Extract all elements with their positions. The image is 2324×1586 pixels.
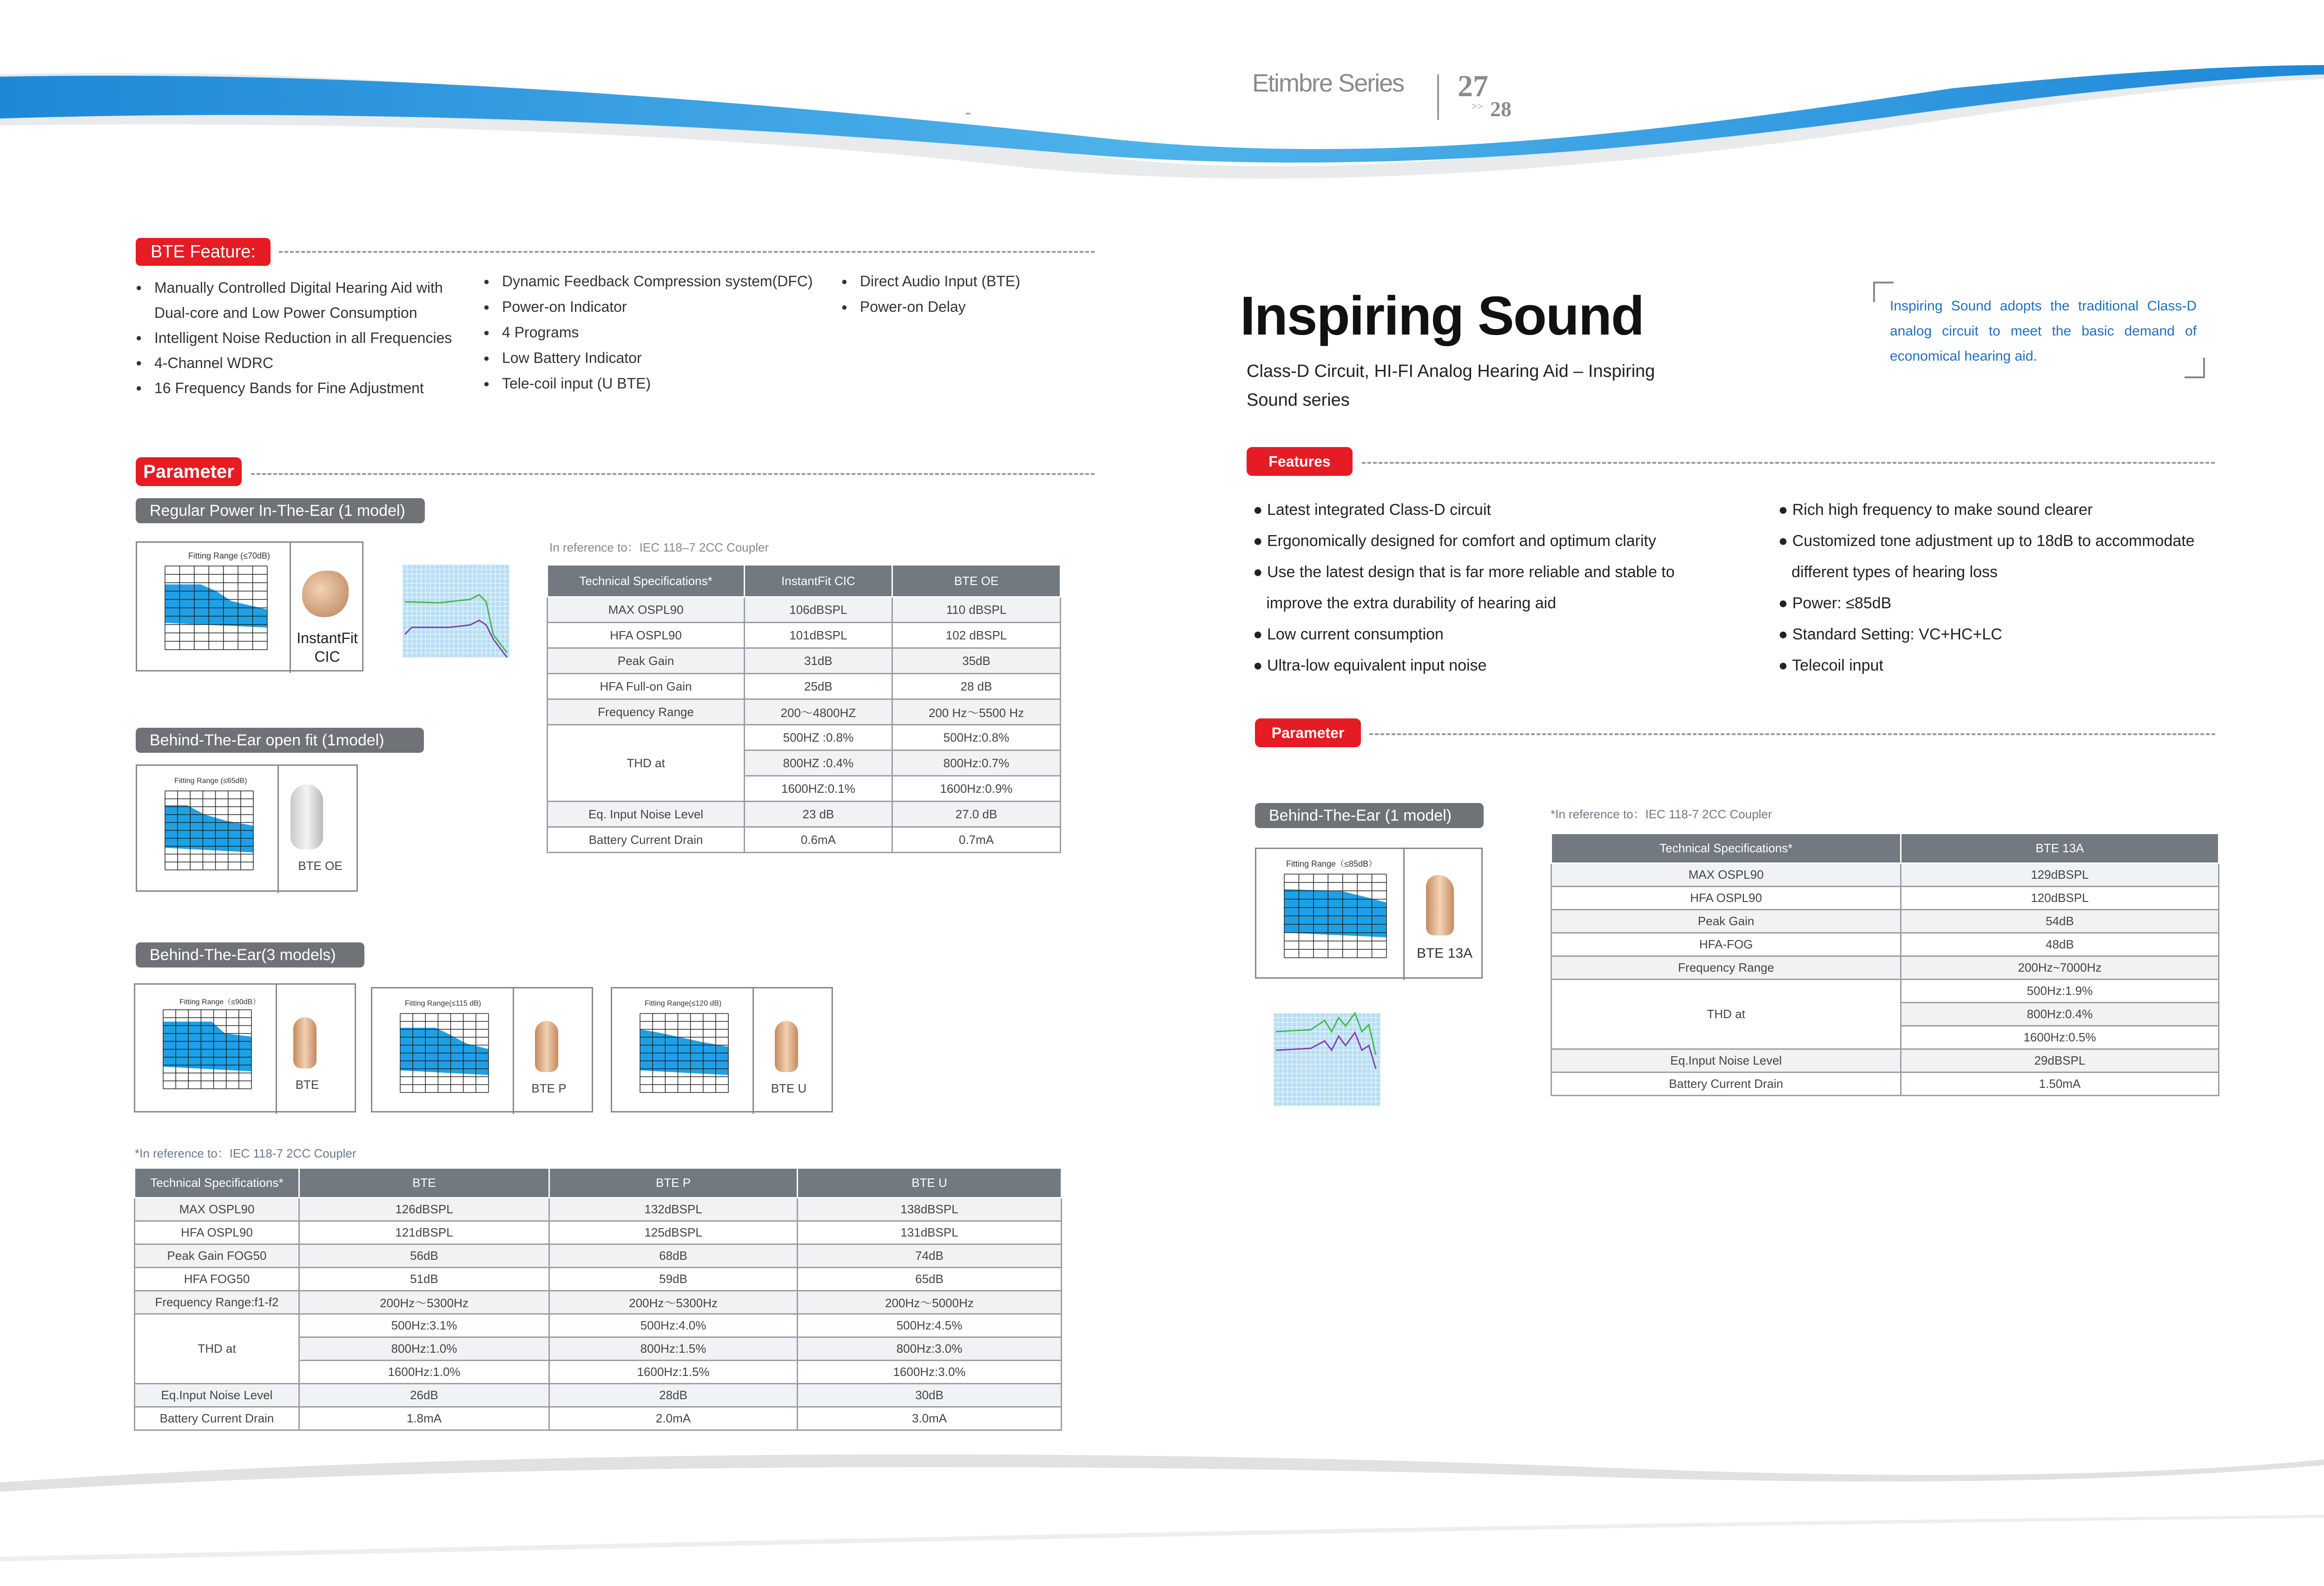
divider: [279, 251, 1095, 253]
bte-feature-list-2: [483, 269, 813, 396]
table-cell: 28dB: [549, 1384, 798, 1407]
table-cell: 1600Hz:1.0%: [299, 1361, 549, 1384]
table-cell: 65dB: [798, 1268, 1062, 1291]
table-row: [135, 1384, 1062, 1407]
table-cell: 23 dB: [745, 802, 892, 827]
header-wave: [0, 0, 2324, 195]
reference-note: In reference to：IEC 118–7 2CC Coupler: [549, 540, 769, 554]
figure-divider: [753, 988, 754, 1114]
table-row: [1552, 910, 2219, 933]
table-row: [135, 1314, 1062, 1337]
table-cell: 800HZ :0.4%: [745, 750, 892, 776]
frequency-response-chart-cic: [384, 551, 519, 671]
table-cell: 26dB: [299, 1384, 549, 1407]
table-cell: 200～4800HZ: [745, 699, 892, 725]
table-cell: HFA OSPL90: [1552, 887, 1901, 910]
table-row: [548, 674, 1061, 699]
table-cell: THD at: [548, 725, 745, 802]
table-cell: 121dBSPL: [299, 1221, 549, 1244]
table-row: [548, 597, 1061, 623]
table-cell: 102 dBSPL: [892, 623, 1061, 648]
fitting-range-figure-bte-u: [611, 987, 833, 1112]
figure-divider: [276, 985, 277, 1114]
table-cell: Eq.Input Noise Level: [135, 1384, 299, 1407]
table-header: BTE 13A: [1901, 834, 2219, 863]
feature-item: ● Latest integrated Class-D circuit: [1253, 501, 1491, 519]
table-header: BTE P: [549, 1168, 798, 1198]
table-cell: 200Hz～5300Hz: [299, 1291, 549, 1314]
page-arrows: >>: [1472, 100, 1483, 112]
bullet-icon: ●: [483, 352, 490, 364]
table-cell: Peak Gain: [1552, 910, 1901, 933]
fitting-range-area: [165, 805, 253, 853]
table-cell: 56dB: [299, 1244, 549, 1268]
spec-table-bte: [134, 1167, 1062, 1431]
parameter-badge-right: Parameter: [1255, 718, 1361, 747]
table-row: [548, 648, 1061, 674]
model-name: BTE 13A: [1416, 946, 1473, 961]
model-name: BTE P: [531, 1081, 567, 1095]
table-row: [135, 1221, 1062, 1244]
header-dash: -: [965, 102, 971, 123]
feature-item: different types of hearing loss: [1778, 563, 1998, 581]
table-row: [548, 802, 1061, 827]
table-cell: 1600HZ:0.1%: [745, 776, 892, 802]
table-row: [548, 827, 1061, 853]
table-cell: 30dB: [798, 1384, 1062, 1407]
bullet-icon: ●: [483, 276, 490, 287]
table-header: InstantFit CIC: [745, 565, 892, 597]
open-fit-title: Behind-The-Ear open fit (1model): [136, 728, 424, 753]
hearing-aid-oe-image: [290, 784, 323, 849]
divider: [251, 473, 1095, 475]
bullet-icon: ●: [483, 327, 490, 338]
table-header-row: [548, 565, 1061, 597]
table-cell: 74dB: [798, 1244, 1062, 1268]
bullet-icon: ●: [136, 382, 142, 394]
table-cell: 500Hz:1.9%: [1901, 980, 2219, 1003]
bte3-title: Behind-The-Ear(3 models): [136, 942, 364, 967]
table-cell: HFA Full-on Gain: [548, 674, 745, 699]
table-cell: 1.50mA: [1901, 1073, 2219, 1096]
figure-divider: [290, 543, 291, 673]
bullet-icon: ●: [841, 301, 848, 313]
bte-feature-list-3: [841, 269, 1020, 320]
table-cell: 31dB: [745, 648, 892, 674]
footer-wave: [0, 1431, 2324, 1586]
feature-item: ● Ergonomically designed for comfort and optimum clarity: [1253, 532, 1657, 550]
table-cell: Peak Gain: [548, 648, 745, 674]
table-row: [135, 1198, 1062, 1221]
bte-1-model-title: Behind-The-Ear (1 model): [1255, 803, 1484, 828]
table-cell: 2.0mA: [549, 1407, 798, 1430]
table-row: [548, 699, 1061, 725]
table-header: Technical Specifications*: [135, 1168, 299, 1198]
table-cell: 500Hz:4.0%: [549, 1314, 798, 1337]
table-cell: 800Hz:0.7%: [892, 750, 1061, 776]
table-cell: 101dBSPL: [745, 623, 892, 648]
feature-item: ● Low Battery Indicator: [483, 345, 813, 371]
table-header: Technical Specifications*: [548, 565, 745, 597]
model-name: BTE U: [771, 1081, 807, 1095]
table-cell: HFA-FOG: [1552, 933, 1901, 956]
table-cell: THD at: [1552, 980, 1901, 1049]
feature-item: ● Power-on Indicator: [483, 294, 813, 320]
series-title: Etimbre Series: [1252, 69, 1404, 97]
table-cell: 500Hz:4.5%: [798, 1314, 1062, 1337]
table-cell: 27.0 dB: [892, 802, 1061, 827]
feature-item: ● Intelligent Noise Reduction in all Frequencies: [136, 325, 452, 350]
table-row: [548, 623, 1061, 648]
features-list-2: [1778, 494, 2195, 681]
table-row: [135, 1291, 1062, 1314]
feature-item: ● Dynamic Feedback Compression system(DFC): [483, 269, 813, 294]
fitting-range-figure-13a: [1255, 848, 1483, 979]
feature-item: ● Power-on Delay: [841, 294, 1020, 320]
fitting-range-graph: [1266, 869, 1391, 972]
header-divider: [1437, 74, 1439, 120]
table-row: [1552, 887, 2219, 910]
table-cell: 138dBSPL: [798, 1198, 1062, 1221]
spec-table-13a: [1551, 833, 2219, 1096]
feature-item: ● Customized tone adjustment up to 18dB to accommodate: [1778, 532, 2195, 550]
table-row: [1552, 980, 2219, 1003]
fitting-range-graph: [382, 1009, 493, 1106]
fitting-range-figure-oe: [136, 764, 358, 892]
table-cell: 500Hz:3.1%: [299, 1314, 549, 1337]
table-cell: 500Hz:0.8%: [892, 725, 1061, 750]
fitting-range-area: [640, 1029, 728, 1075]
feature-item: ● 16 Frequency Bands for Fine Adjustment: [136, 375, 452, 401]
table-cell: 0.7mA: [892, 827, 1061, 853]
table-cell: 800Hz:0.4%: [1901, 1003, 2219, 1026]
table-cell: THD at: [135, 1314, 299, 1384]
table-row: [1552, 956, 2219, 980]
features-badge: Features: [1247, 447, 1353, 476]
table-header: Technical Specifications*: [1552, 834, 1901, 863]
bte-feature-badge: BTE Feature:: [136, 238, 271, 266]
table-cell: 129dBSPL: [1901, 863, 2219, 887]
feature-item: ● Power: ≤85dB: [1778, 594, 1892, 612]
feature-item: ● Standard Setting: VC+HC+LC: [1778, 625, 2002, 643]
table-row: [1552, 933, 2219, 956]
fitting-range-graph: [146, 561, 272, 664]
table-cell: 51dB: [299, 1268, 549, 1291]
frequency-response-chart-13a: [1255, 999, 1390, 1125]
fitting-range-figure-bte-p: [371, 987, 593, 1112]
table-cell: 59dB: [549, 1268, 798, 1291]
table-cell: 29dBSPL: [1901, 1049, 2219, 1073]
table-cell: 500HZ :0.8%: [745, 725, 892, 750]
figure-divider: [513, 988, 514, 1114]
table-header: BTE OE: [892, 565, 1061, 597]
table-cell: Frequency Range:f1-f2: [135, 1291, 299, 1314]
table-cell: 1.8mA: [299, 1407, 549, 1430]
regular-power-title: Regular Power In-The-Ear (1 model): [136, 498, 425, 523]
table-cell: 800Hz:1.0%: [299, 1337, 549, 1361]
table-cell: 800Hz:3.0%: [798, 1337, 1062, 1361]
feature-item: ● Telecoil input: [1778, 657, 1883, 674]
feature-item: improve the extra durability of hearing aid: [1253, 594, 1557, 612]
feature-item: ● Rich high frequency to make sound clearer: [1778, 501, 2093, 519]
table-cell: 25dB: [745, 674, 892, 699]
table-cell: 200Hz～5300Hz: [549, 1291, 798, 1314]
table-row: [1552, 1073, 2219, 1096]
divider: [1362, 462, 2215, 464]
table-cell: HFA FOG50: [135, 1268, 299, 1291]
reference-note: *In reference to：IEC 118-7 2CC Coupler: [135, 1146, 357, 1160]
feature-item: ● Direct Audio Input (BTE): [841, 269, 1020, 294]
table-cell: 0.6mA: [745, 827, 892, 853]
table-cell: Battery Current Drain: [135, 1407, 299, 1430]
table-header-row: [1552, 834, 2219, 863]
table-cell: Frequency Range: [548, 699, 745, 725]
table-cell: 54dB: [1901, 910, 2219, 933]
fitting-range-label: Fitting Range(≤115 dB): [405, 1000, 482, 1007]
bullet-icon: ●: [136, 357, 142, 369]
table-cell: MAX OSPL90: [1552, 863, 1901, 887]
feature-item: ● Use the latest design that is far more reliable and stable to: [1253, 563, 1675, 581]
figure-divider: [277, 766, 279, 893]
table-cell: Eq. Input Noise Level: [548, 802, 745, 827]
subtitle-line-1: Class-D Circuit, HI-FI Analog Hearing Aid – Inspiring: [1247, 362, 1655, 381]
reference-note: *In reference to：IEC 118-7 2CC Coupler: [1551, 807, 1772, 821]
fitting-range-area: [163, 1022, 251, 1072]
table-cell: 68dB: [549, 1244, 798, 1268]
bte-feature-list-1: [136, 275, 452, 401]
table-cell: 28 dB: [892, 674, 1061, 699]
hearing-aid-bte-image: [293, 1017, 317, 1068]
table-cell: 106dBSPL: [745, 597, 892, 623]
model-name: BTE: [295, 1078, 319, 1092]
table-cell: Peak Gain FOG50: [135, 1244, 299, 1268]
table-cell: 200 Hz～5500 Hz: [892, 699, 1061, 725]
bullet-icon: ●: [841, 276, 848, 287]
bullet-icon: ●: [136, 282, 142, 293]
feature-item: ● Ultra-low equivalent input noise: [1253, 657, 1487, 674]
table-header: BTE: [299, 1168, 549, 1198]
table-cell: Battery Current Drain: [1552, 1073, 1901, 1096]
table-cell: Frequency Range: [1552, 956, 1901, 980]
model-name: InstantFit CIC: [297, 630, 358, 665]
feature-item: Dual-core and Low Power Consumption: [154, 304, 417, 321]
page-number-left: 27: [1458, 69, 1488, 103]
fitting-range-graph: [145, 1005, 256, 1103]
fitting-range-graph: [621, 1009, 733, 1106]
table-cell: MAX OSPL90: [548, 597, 745, 623]
table-row: [548, 725, 1061, 750]
feature-item: ● Tele-coil input (U BTE): [483, 371, 813, 396]
table-cell: 200Hz～5000Hz: [798, 1291, 1062, 1314]
bullet-icon: ●: [483, 378, 490, 389]
table-cell: 126dBSPL: [299, 1198, 549, 1221]
table-cell: 200Hz~7000Hz: [1901, 956, 2219, 980]
table-row: [135, 1268, 1062, 1291]
bullet-icon: ●: [136, 332, 142, 343]
fitting-range-label: Fitting Range（≤85dB）: [1286, 859, 1377, 869]
table-cell: 120dBSPL: [1901, 887, 2219, 910]
table-cell: 125dBSPL: [549, 1221, 798, 1244]
fitting-range-figure-cic: [136, 541, 363, 671]
table-cell: HFA OSPL90: [548, 623, 745, 648]
fitting-range-label: Fitting Range (≤70dB): [188, 551, 270, 560]
hearing-aid-bte-u-image: [775, 1021, 798, 1072]
divider: [1369, 733, 2215, 735]
hearing-aid-13a-image: [1426, 875, 1454, 935]
feature-item: ● 4 Programs: [483, 320, 813, 345]
subtitle-line-2: Sound series: [1247, 390, 1350, 410]
feature-item: ● Low current consumption: [1253, 625, 1444, 643]
table-cell: 131dBSPL: [798, 1221, 1062, 1244]
table-header: BTE U: [798, 1168, 1062, 1198]
table-cell: 3.0mA: [798, 1407, 1062, 1430]
table-row: [1552, 1049, 2219, 1073]
table-row: [135, 1244, 1062, 1268]
fitting-range-area: [1284, 889, 1386, 937]
feature-item: ● Manually Controlled Digital Hearing Aid with: [136, 275, 452, 300]
table-cell: 1600Hz:1.5%: [549, 1361, 798, 1384]
fitting-range-area: [400, 1028, 489, 1075]
fitting-range-label: Fitting Range (≤65dB): [174, 777, 247, 785]
fitting-range-graph: [146, 786, 258, 884]
page-title: Inspiring Sound: [1240, 285, 1644, 347]
figure-divider: [1403, 849, 1405, 980]
table-cell: Eq.Input Noise Level: [1552, 1049, 1901, 1073]
table-cell: 1600Hz:0.9%: [892, 776, 1061, 802]
model-name: BTE OE: [298, 859, 343, 873]
spec-table-instantfit: [547, 564, 1061, 853]
table-cell: 1600Hz:3.0%: [798, 1361, 1062, 1384]
feature-item: ● 4-Channel WDRC: [136, 350, 452, 375]
intro-quote: Inspiring Sound adopts the traditional Class-D analog circuit to meet the basic demand of economical hearing aid.: [1890, 298, 2197, 364]
table-header-row: [135, 1168, 1062, 1198]
fitting-range-label: Fitting Range(≤120 dB): [645, 1000, 722, 1007]
hearing-aid-bte-p-image: [535, 1021, 558, 1072]
table-row: [1552, 863, 2219, 887]
hearing-aid-cic-image: [302, 571, 349, 617]
table-cell: 110 dBSPL: [892, 597, 1061, 623]
table-cell: MAX OSPL90: [135, 1198, 299, 1221]
parameter-badge: Parameter: [136, 457, 242, 486]
table-row: [135, 1407, 1062, 1430]
fitting-range-label: Fitting Range（≤90dB）: [179, 998, 260, 1006]
table-cell: 1600Hz:0.5%: [1901, 1026, 2219, 1049]
fitting-range-figure-bte: [134, 983, 356, 1112]
page-number-right: 28: [1490, 97, 1512, 121]
table-cell: HFA OSPL90: [135, 1221, 299, 1244]
table-cell: 35dB: [892, 648, 1061, 674]
table-cell: 48dB: [1901, 933, 2219, 956]
subtitle: [1247, 357, 1655, 415]
table-cell: 800Hz:1.5%: [549, 1337, 798, 1361]
table-cell: Battery Current Drain: [548, 827, 745, 853]
bullet-icon: ●: [483, 301, 490, 313]
table-cell: 132dBSPL: [549, 1198, 798, 1221]
features-list-1: [1253, 494, 1675, 681]
